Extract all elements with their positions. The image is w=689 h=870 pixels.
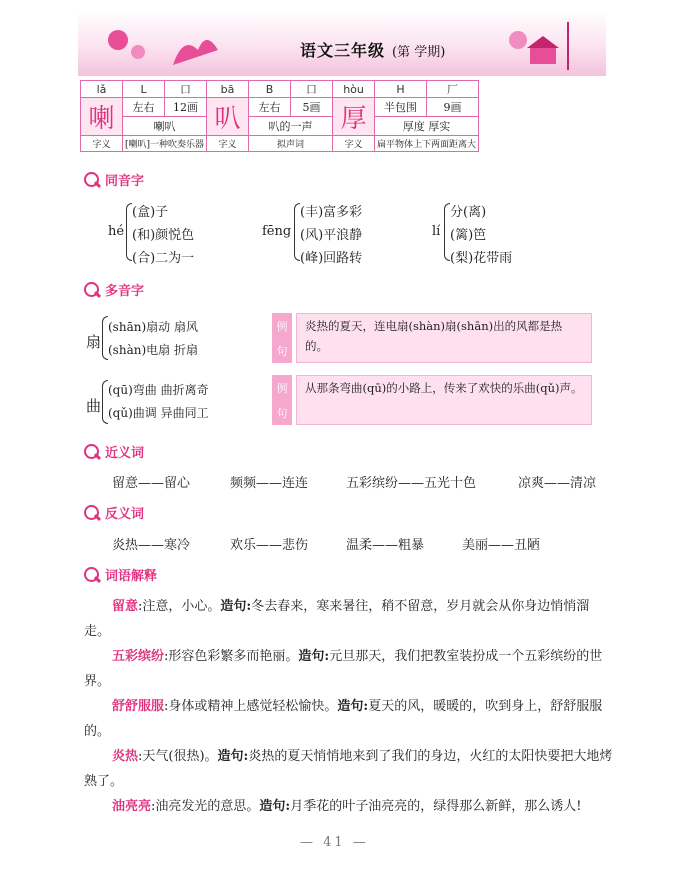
antonym-pair: 美丽——丑陋 [462, 538, 541, 553]
character-table [80, 80, 479, 152]
reading-line: (shàn)电扇 折扇 [108, 343, 198, 357]
stroke-count-cell: 12画 [165, 98, 207, 117]
synonym-pair: 留意——留心 [112, 476, 191, 491]
example-prefix: 造句: [220, 599, 252, 614]
reading-line: (shān)扇动 扇风 [108, 320, 198, 334]
section-title: 反义词 [105, 507, 145, 522]
example-label-char: 例 [276, 381, 288, 395]
big-character: 厚 [333, 98, 375, 136]
section-polyphones [83, 280, 144, 299]
synonym-pair: 凉爽——清凉 [518, 476, 597, 491]
magnifier-icon [83, 171, 101, 189]
polyphone-char: 曲 [86, 397, 102, 415]
example-label-char: 句 [276, 344, 288, 358]
meaning-label: 字义 [81, 136, 123, 152]
antonym-pair: 温柔——粗暴 [346, 538, 425, 553]
term: 油亮亮 [112, 799, 152, 814]
section-synonyms [83, 442, 144, 461]
definition: :形容色彩繁多而艳丽。 [164, 649, 299, 664]
homophone-item: (梨)花带雨 [450, 251, 513, 266]
example-label [272, 375, 292, 425]
pinyin-cell: bā [207, 81, 249, 98]
example-text: 夏天的风，暖暖的，吹到身上，舒舒服服的。 [84, 699, 603, 739]
definition-entry [84, 694, 614, 744]
term: 留意 [112, 599, 139, 614]
meaning-label: 字义 [207, 136, 249, 152]
magnifier-icon [83, 504, 101, 522]
definition: :天气(很热)。 [138, 749, 218, 764]
word-cell: 喇叭 [123, 117, 207, 136]
big-character: 叭 [207, 98, 249, 136]
definition-entry [84, 594, 614, 644]
example-sentence: 炎热的夏天，连电扇(shàn)扇(shān)出的风都是热的。 [296, 313, 592, 363]
pinyin-cell: hòu [333, 81, 375, 98]
homophone-item: (和)颜悦色 [132, 228, 195, 243]
definition: :注意，小心。 [138, 599, 221, 614]
radical-cell: 口 [165, 81, 207, 98]
structure-cell: 左右 [123, 98, 165, 117]
example-sentence: 从那条弯曲(qū)的小路上，传来了欢快的乐曲(qǔ)声。 [296, 375, 592, 425]
letter-cell: H [375, 81, 427, 98]
example-prefix: 造句: [259, 799, 291, 814]
pinyin-label: lí [432, 224, 441, 239]
synonym-pair: 五彩缤纷——五光十色 [346, 476, 477, 491]
homophone-item: (风)平浪静 [300, 228, 363, 243]
magnifier-icon [83, 281, 101, 299]
homophone-item: (峰)回路转 [300, 251, 363, 266]
example-text: 冬去春来，寒来暑往，稍不留意，岁月就会从你身边悄悄溜走。 [84, 599, 590, 639]
structure-cell: 左右 [249, 98, 291, 117]
page-number: — 41 — [300, 835, 369, 850]
pinyin-label: fēng [262, 224, 292, 239]
section-title: 近义词 [105, 446, 145, 461]
homophone-item: (盒)子 [132, 205, 169, 220]
semester-label: (第 学期) [392, 45, 446, 60]
homophone-item: (合)二为一 [132, 251, 195, 266]
section-title: 多音字 [105, 284, 145, 299]
section-title: 同音字 [105, 174, 145, 189]
synonym-pair: 频频——连连 [230, 476, 309, 491]
letter-cell: B [249, 81, 291, 98]
stroke-count-cell: 9画 [427, 98, 479, 117]
section-word-explanations [83, 565, 157, 584]
example-label-char: 例 [276, 319, 288, 333]
definition: :身体或精神上感觉轻松愉快。 [164, 699, 338, 714]
pinyin-cell: lǎ [81, 81, 123, 98]
magnifier-icon [83, 443, 101, 461]
definition-entry [84, 644, 614, 694]
section-antonyms [83, 503, 144, 522]
polyphone-char: 扇 [86, 333, 102, 351]
term: 炎热 [112, 749, 139, 764]
meaning-cell: 拟声词 [249, 136, 333, 152]
definition-entry [84, 794, 614, 819]
homophone-item: (丰)富多彩 [300, 205, 363, 220]
example-prefix: 造句: [337, 699, 369, 714]
big-character: 喇 [81, 98, 123, 136]
homophone-item: 分(离) [450, 205, 487, 220]
example-prefix: 造句: [217, 749, 249, 764]
example-label-char: 句 [276, 406, 288, 420]
example-prefix: 造句: [298, 649, 330, 664]
homophone-item: (篱)笆 [450, 228, 487, 243]
word-cell: 叭的一声 [249, 117, 333, 136]
meaning-label: 字义 [333, 136, 375, 152]
definition: :油亮发光的意思。 [151, 799, 260, 814]
meaning-cell: 扁平物体上下两面距离大 [375, 136, 479, 152]
radical-cell: 口 [291, 81, 333, 98]
term: 五彩缤纷 [112, 649, 165, 664]
radical-cell: 厂 [427, 81, 479, 98]
magnifier-icon [83, 566, 101, 584]
term: 舒舒服服 [112, 699, 165, 714]
book-title: 语文三年级 [300, 41, 386, 60]
word-cell: 厚度 厚实 [375, 117, 479, 136]
reading-line: (qū)弯曲 曲折离奇 [108, 383, 209, 397]
section-title: 词语解释 [105, 569, 158, 584]
pinyin-label: hé [108, 224, 125, 239]
antonym-pair: 炎热——寒冷 [112, 538, 191, 553]
letter-cell: L [123, 81, 165, 98]
example-text: 元旦那天，我们把教室装扮成一个五彩缤纷的世界。 [84, 649, 603, 689]
example-text: 炎热的夏天悄悄地来到了我们的身边，火红的太阳快要把大地烤熟了。 [84, 749, 613, 789]
definition-entry [84, 744, 614, 794]
meaning-cell: [喇叭]一种吹奏乐器 [123, 136, 207, 152]
reading-line: (qǔ)曲调 异曲同工 [108, 406, 209, 420]
structure-cell: 半包围 [375, 98, 427, 117]
definitions-list [84, 594, 614, 819]
example-text: 月季花的叶子油亮亮的，绿得那么新鲜，那么诱人! [290, 799, 582, 814]
example-label [272, 313, 292, 363]
antonym-pair: 欢乐——悲伤 [230, 538, 309, 553]
section-homophones [83, 170, 144, 189]
stroke-count-cell: 5画 [291, 98, 333, 117]
